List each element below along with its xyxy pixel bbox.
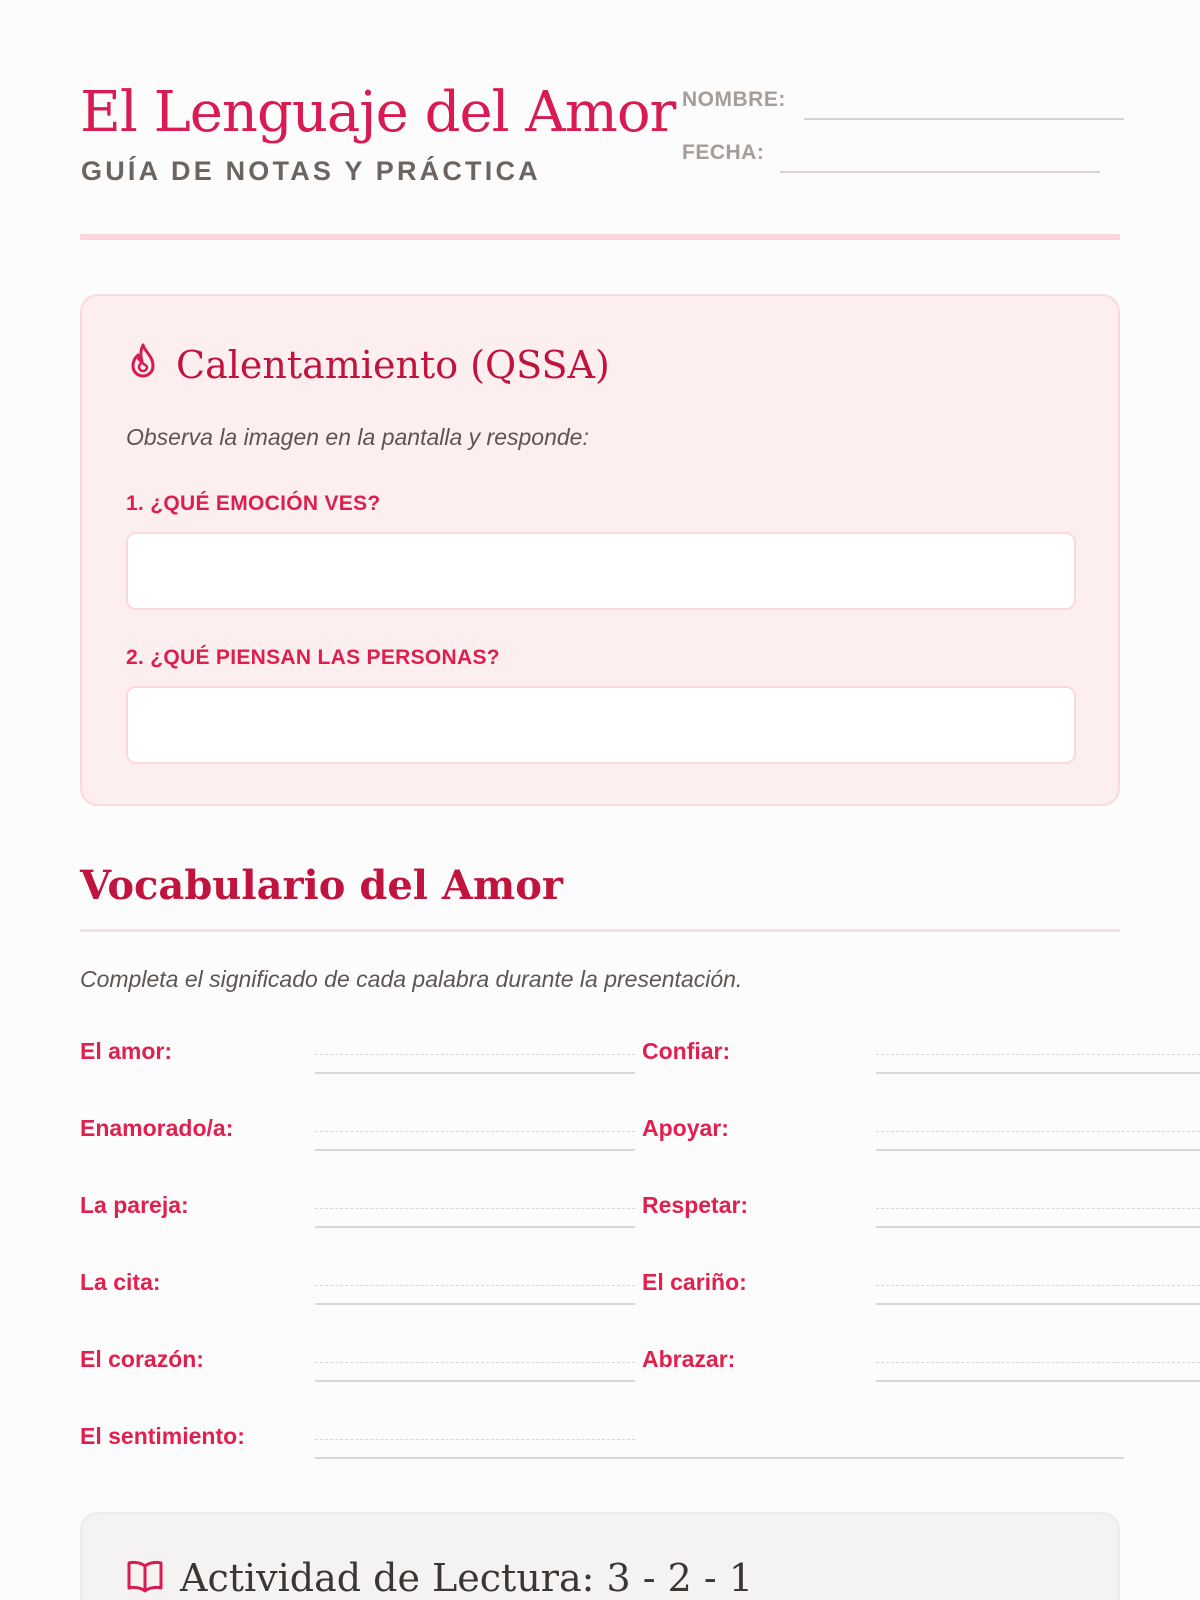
reading-title: Actividad de Lectura: 3 - 2 - 1 bbox=[180, 1556, 754, 1600]
vocab-label: La cita: bbox=[80, 1269, 161, 1295]
vocab-guide-line bbox=[876, 1285, 1200, 1286]
book-icon bbox=[126, 1558, 164, 1599]
vocab-label: La pareja: bbox=[80, 1192, 189, 1218]
warmup-card bbox=[80, 294, 1120, 806]
vocab-guide-line bbox=[876, 1208, 1200, 1209]
vocab-guide-line bbox=[876, 1362, 1200, 1363]
question-2-label: 2. ¿QUÉ PIENSAN LAS PERSONAS? bbox=[126, 646, 500, 669]
vocab-guide-line bbox=[876, 1054, 1200, 1055]
warmup-title: Calentamiento (QSSA) bbox=[176, 342, 610, 387]
reading-card bbox=[80, 1512, 1120, 1600]
vocab-guide-line bbox=[315, 1131, 635, 1132]
name-label: NOMBRE: bbox=[682, 88, 786, 111]
question-1-answer[interactable] bbox=[126, 532, 1076, 610]
vocab-label: Respetar: bbox=[642, 1192, 749, 1218]
question-1-label: 1. ¿QUÉ EMOCIÓN VES? bbox=[126, 492, 381, 515]
vocab-label: Apoyar: bbox=[642, 1115, 729, 1141]
vocab-guide-line bbox=[315, 1362, 635, 1363]
vocab-label: Abrazar: bbox=[642, 1346, 736, 1372]
vocab-guide-line bbox=[876, 1131, 1200, 1132]
vocab-answer-line[interactable] bbox=[876, 1226, 1200, 1228]
vocab-answer-line[interactable] bbox=[876, 1072, 1200, 1074]
date-label: FECHA: bbox=[682, 141, 765, 164]
vocab-label: Enamorado/a: bbox=[80, 1115, 234, 1141]
vocab-label: El sentimiento: bbox=[80, 1423, 245, 1449]
vocab-answer-line[interactable] bbox=[315, 1226, 635, 1228]
vocabulary-instruction: Completa el significado de cada palabra durante la presentación. bbox=[80, 966, 743, 992]
warmup-heading bbox=[126, 342, 610, 387]
vocab-guide-line bbox=[315, 1054, 635, 1055]
date-field[interactable] bbox=[780, 171, 1100, 173]
name-field[interactable] bbox=[804, 118, 1124, 120]
header-divider bbox=[80, 234, 1120, 240]
vocab-answer-line[interactable] bbox=[315, 1072, 635, 1074]
vocab-guide-line bbox=[315, 1208, 635, 1209]
vocab-label: Confiar: bbox=[642, 1038, 731, 1064]
page-subtitle: GUÍA DE NOTAS Y PRÁCTICA bbox=[81, 156, 541, 186]
vocab-guide-line bbox=[315, 1285, 635, 1286]
vocab-answer-line[interactable] bbox=[876, 1149, 1200, 1151]
vocab-answer-line[interactable] bbox=[315, 1380, 635, 1382]
question-2-answer[interactable] bbox=[126, 686, 1076, 764]
vocabulary-divider bbox=[80, 929, 1120, 932]
vocab-answer-line[interactable] bbox=[876, 1303, 1200, 1305]
vocab-guide-line bbox=[315, 1439, 635, 1440]
vocab-label: El cariño: bbox=[642, 1269, 747, 1295]
vocabulary-title: Vocabulario del Amor bbox=[80, 862, 564, 909]
vocab-answer-line[interactable] bbox=[876, 1380, 1200, 1382]
flame-icon bbox=[126, 342, 160, 387]
warmup-instruction: Observa la imagen en la pantalla y responde: bbox=[126, 424, 589, 450]
vocab-label: El corazón: bbox=[80, 1346, 204, 1372]
vocab-answer-line[interactable] bbox=[315, 1303, 635, 1305]
vocab-label: El amor: bbox=[80, 1038, 173, 1064]
reading-heading bbox=[126, 1556, 753, 1600]
page-title: El Lenguaje del Amor bbox=[80, 80, 676, 145]
vocab-answer-line[interactable] bbox=[315, 1149, 635, 1151]
vocab-answer-line[interactable] bbox=[315, 1457, 1124, 1459]
